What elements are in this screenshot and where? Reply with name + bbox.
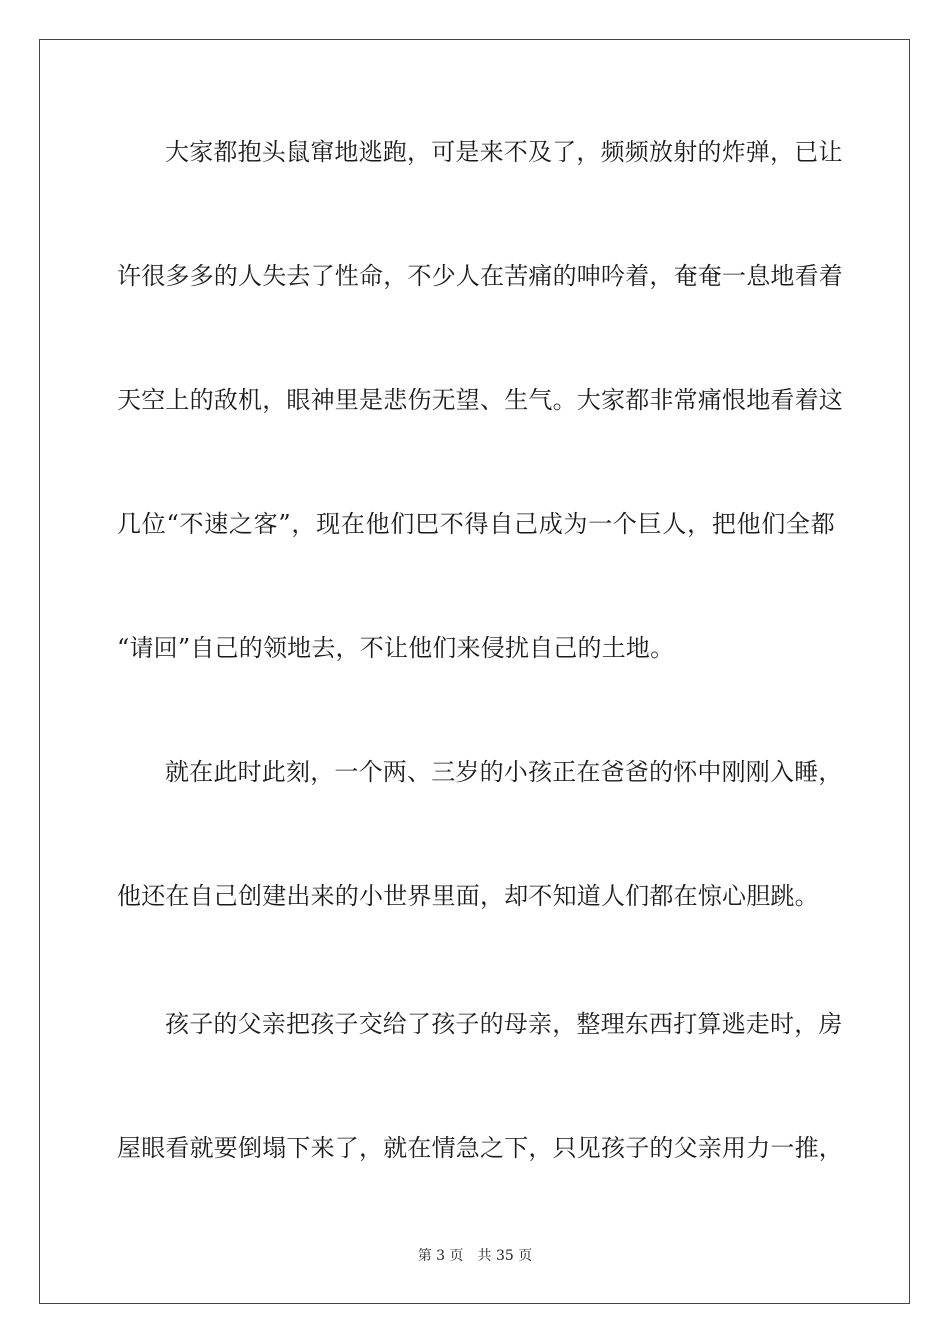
paragraph-2-line-2: 他还在自己创建出来的小世界里面，却不知道人们都在惊心胆跳。	[117, 882, 819, 910]
paragraph-1-line-2: 许很多多的人失去了性命，不少人在苦痛的呻吟着，奄奄一息地看着	[117, 262, 843, 290]
paragraph-3-line-2: 屋眼看就要倒塌下来了，就在情急之下，只见孩子的父亲用力一推，	[117, 1134, 843, 1162]
paragraph-1-line-4: 几位“不速之客”，现在他们巴不得自己成为一个巨人，把他们全都	[117, 510, 835, 538]
page-number-footer: 第 3 页 共 35 页	[417, 1248, 533, 1264]
paragraph-1-line-1: 大家都抱头鼠窜地逃跑，可是来不及了，频频放射的炸弹，已让	[165, 138, 843, 166]
paragraph-1-line-3: 天空上的敌机，眼神里是悲伤无望、生气。大家都非常痛恨地看着这	[117, 386, 843, 414]
paragraph-3-line-1: 孩子的父亲把孩子交给了孩子的母亲，整理东西打算逃走时，房	[165, 1010, 843, 1038]
paragraph-2-line-1: 就在此时此刻，一个两、三岁的小孩正在爸爸的怀中刚刚入睡，	[165, 758, 843, 786]
paragraph-1-line-5: “请回”自己的领地去，不让他们来侵扰自己的土地。	[117, 634, 675, 662]
page-border	[39, 39, 910, 1304]
